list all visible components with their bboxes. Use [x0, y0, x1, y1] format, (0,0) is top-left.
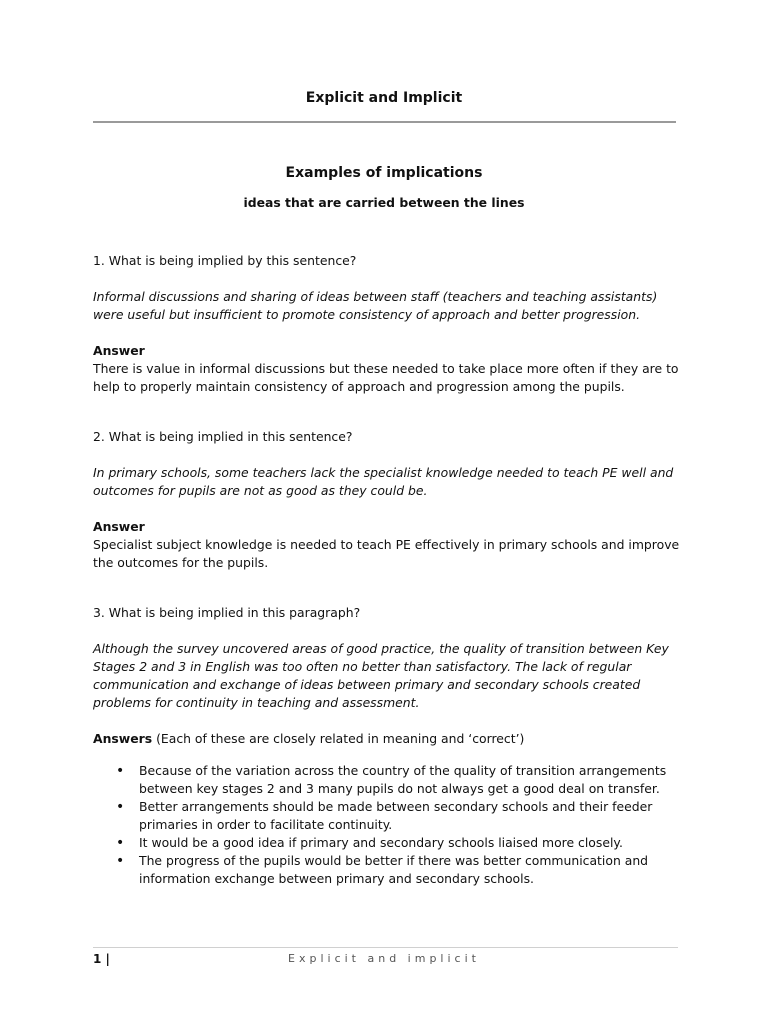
question-3-prompt: 3. What is being implied in this paragraph?	[93, 605, 361, 620]
question-1-quote: Informal discussions and sharing of ideas between staff (teachers and teaching assistants) were useful but insufficient to promote consistency of approach and better progression.	[93, 289, 658, 322]
question-2-answer-label: Answer	[93, 519, 145, 534]
question-2-prompt: 2. What is being implied in this sentence?	[93, 429, 353, 444]
document-title: Explicit and Implicit	[305, 90, 463, 106]
title-divider	[93, 121, 676, 123]
question-2-quote: In primary schools, some teachers lack the specialist knowledge needed to teach PE well and outcomes for pupils are not as good as they could be.	[93, 465, 674, 498]
answer-bullet-4: • The progress of the pupils would be better if there was better communication and information exchange between primary and secondary schools.	[139, 852, 683, 888]
footer-title: Explicit and implicit	[288, 952, 480, 965]
question-3-answers-label: Answers	[93, 731, 153, 746]
page-number: 1 |	[93, 952, 110, 966]
question-3-answers-heading	[93, 730, 683, 748]
answer-bullet-1: • Because of the variation across the country of the quality of transition arrangements between key stages 2 and 3 many pupils do not always get a good deal on transfer.	[139, 762, 683, 798]
section-subtitle: ideas that are carried between the lines	[243, 195, 525, 210]
question-1-answer: There is value in informal discussions but these needed to take place more often if they are to help to properly maintain consistency of approach and progression among the pupils.	[93, 361, 679, 394]
section-title: Examples of implications	[285, 165, 483, 181]
footer-divider	[93, 947, 678, 948]
answer-bullet-2: • Better arrangements should be made between secondary schools and their feeder primaries in order to facilitate continuity.	[139, 798, 683, 834]
answer-bullet-3: • It would be a good idea if primary and secondary schools liaised more closely.	[139, 834, 683, 852]
question-3-quote: Although the survey uncovered areas of good practice, the quality of transition between Key Stages 2 and 3 in English was too often no better than satisfactory. The lack of regular communication and exchange of ideas between primary and secondary schools created problems for continuity in teaching and assessment.	[93, 641, 669, 710]
question-2-answer: Specialist subject knowledge is needed to teach PE effectively in primary schools and improve the outcomes for the pupils.	[93, 537, 680, 570]
document-body	[93, 252, 683, 888]
question-1-answer-label: Answer	[93, 343, 145, 358]
question-3-answers-note: (Each of these are closely related in meaning and ‘correct’)	[152, 731, 525, 746]
question-1-prompt: 1. What is being implied by this sentence?	[93, 253, 357, 268]
answers-list	[93, 762, 683, 888]
